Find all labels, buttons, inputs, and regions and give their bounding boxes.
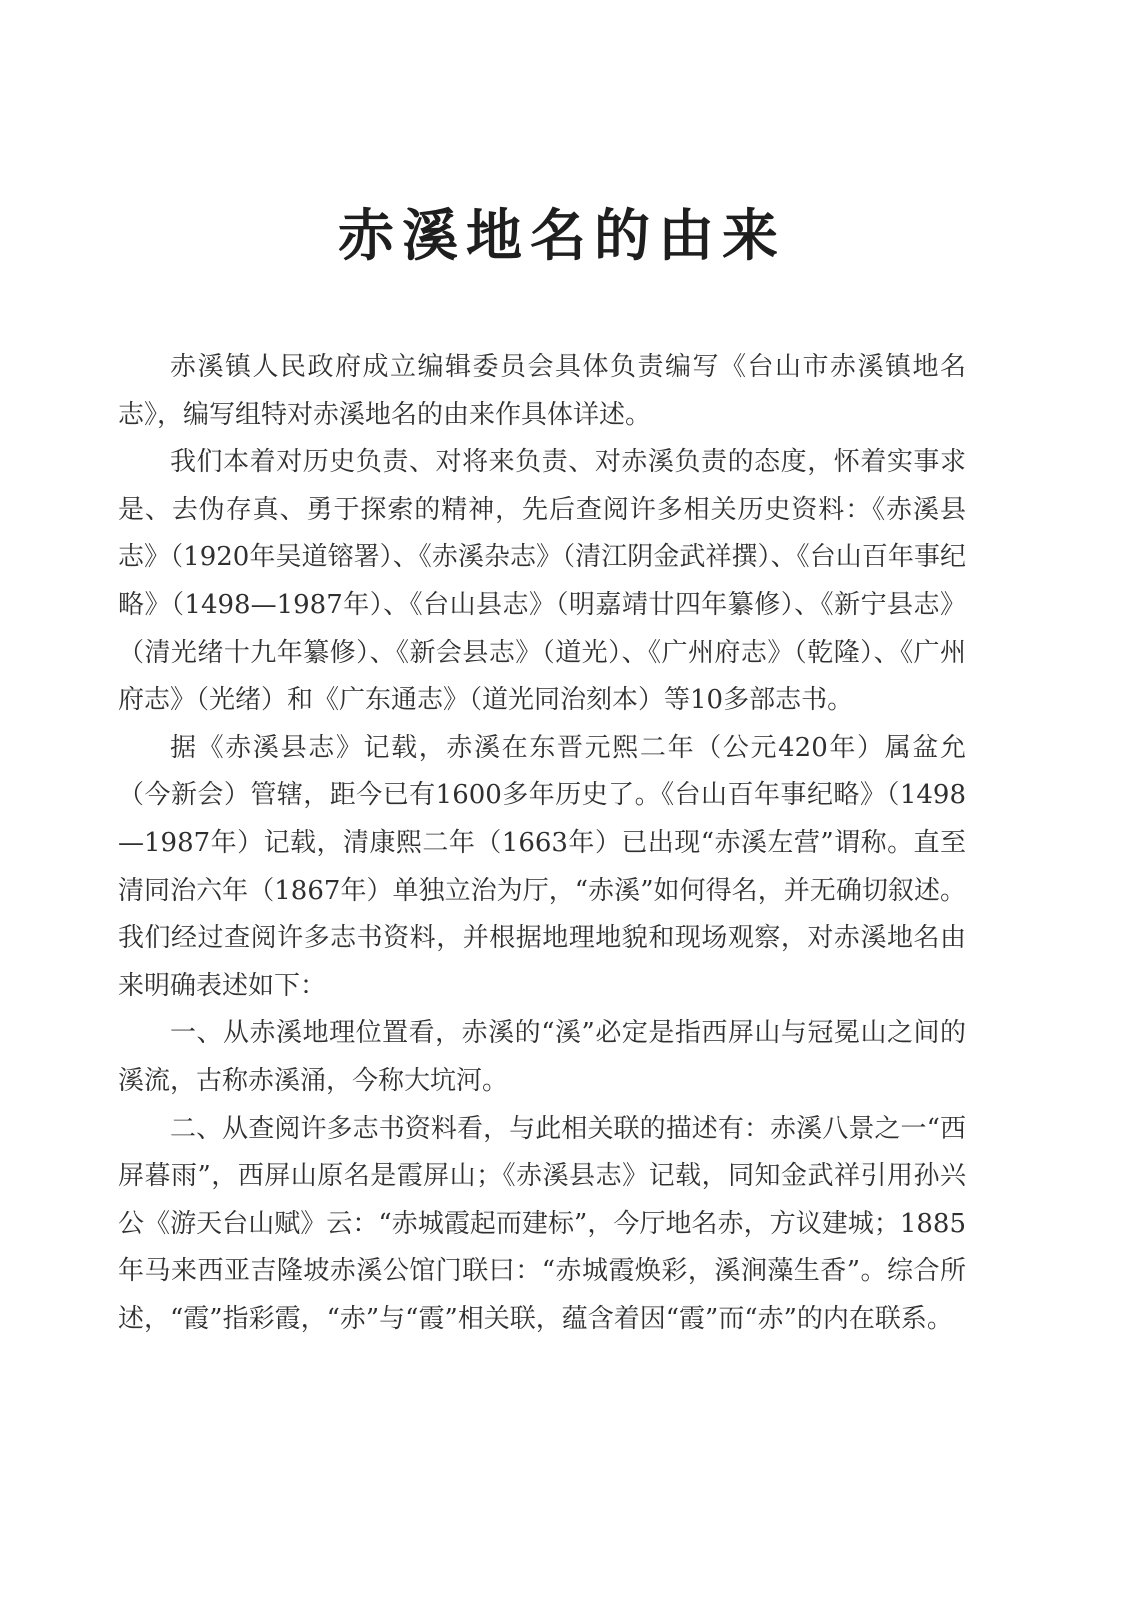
paragraph-4: 一、从赤溪地理位置看，赤溪的“溪”必定是指西屏山与冠冕山之间的溪流，古称赤溪涌，今称大坑河。 [118, 1018, 966, 1096]
paragraph-1: 赤溪镇人民政府成立编辑委员会具体负责编写《台山市赤溪镇地名志》，编写组特对赤溪地名的由来作具体详述。 [118, 352, 966, 430]
page-title: 赤溪地名的由来 [338, 203, 786, 269]
paragraph-2: 我们本着对历史负责、对将来负责、对赤溪负责的态度，怀着实事求是、去伪存真、勇于探索的精神，先后查阅许多相关历史资料：《赤溪县志》（1920年吴道镕署）、《赤溪杂志》（清江阴金武祥撰）、《台山百年事纪略》（1498—1987年）、《台山县志》（明嘉靖廿四年纂修）、《新宁县志》（清光绪十九年纂修）、《新会县志》（道光）、《广州府志》（乾隆）、《广州府志》（光绪）和《广东通志》（道光同治刻本）等10多部志书。 [118, 447, 966, 716]
paragraph-3: 据《赤溪县志》记载，赤溪在东晋元熙二年（公元420年）属盆允（今新会）管辖，距今已有1600多年历史了。《台山百年事纪略》（1498—1987年）记载，清康熙二年（1663年）已出现“赤溪左营”谓称。直至清同治六年（1867年）单独立治为厅，“赤溪”如何得名，并无确切叙述。我们经过查阅许多志书资料，并根据地理地貌和现场观察，对赤溪地名由来明确表述如下： [118, 732, 966, 1001]
article-body [118, 344, 966, 1343]
paragraph-5: 二、从查阅许多志书资料看，与此相关联的描述有：赤溪八景之一“西屏暮雨”，西屏山原名是霞屏山；《赤溪县志》记载，同知金武祥引用孙兴公《游天台山赋》云：“赤城霞起而建标”，今厅地名赤，方议建城；1885年马来西亚吉隆坡赤溪公馆门联曰：“赤城霞焕彩，溪涧藻生香”。综合所述，“霞”指彩霞，“赤”与“霞”相关联，蕴含着因“霞”而“赤”的内在联系。 [118, 1113, 966, 1334]
